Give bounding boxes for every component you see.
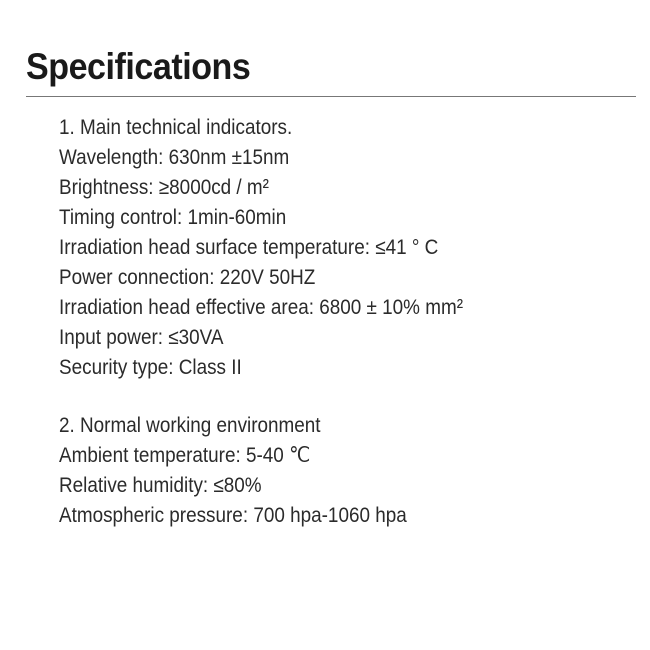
spec-security-type: Security type: Class II [59, 356, 242, 379]
env-atmospheric-pressure: Atmospheric pressure: 700 hpa-1060 hpa [59, 504, 407, 527]
spec-surface-temperature: Irradiation head surface temperature: ≤41 ° C [59, 236, 439, 259]
page-title: Specifications [26, 46, 251, 87]
section-heading: 2. Normal working environment [59, 414, 321, 437]
working-environment-section [59, 411, 445, 531]
section-heading: 1. Main technical indicators. [59, 116, 293, 139]
spec-effective-area: Irradiation head effective area: 6800 ± 10% mm² [59, 296, 464, 319]
spec-power-connection: Power connection: 220V 50HZ [59, 266, 316, 289]
spec-wavelength: Wavelength: 630nm ±15nm [59, 146, 290, 169]
title-divider [26, 96, 636, 97]
spec-brightness: Brightness: ≥8000cd / m² [59, 176, 269, 199]
spec-timing-control: Timing control: 1min-60min [59, 206, 287, 229]
main-technical-indicators-section [59, 113, 508, 383]
env-relative-humidity: Relative humidity: ≤80% [59, 474, 262, 497]
spec-input-power: Input power: ≤30VA [59, 326, 224, 349]
env-ambient-temperature: Ambient temperature: 5-40 ℃ [59, 444, 311, 467]
